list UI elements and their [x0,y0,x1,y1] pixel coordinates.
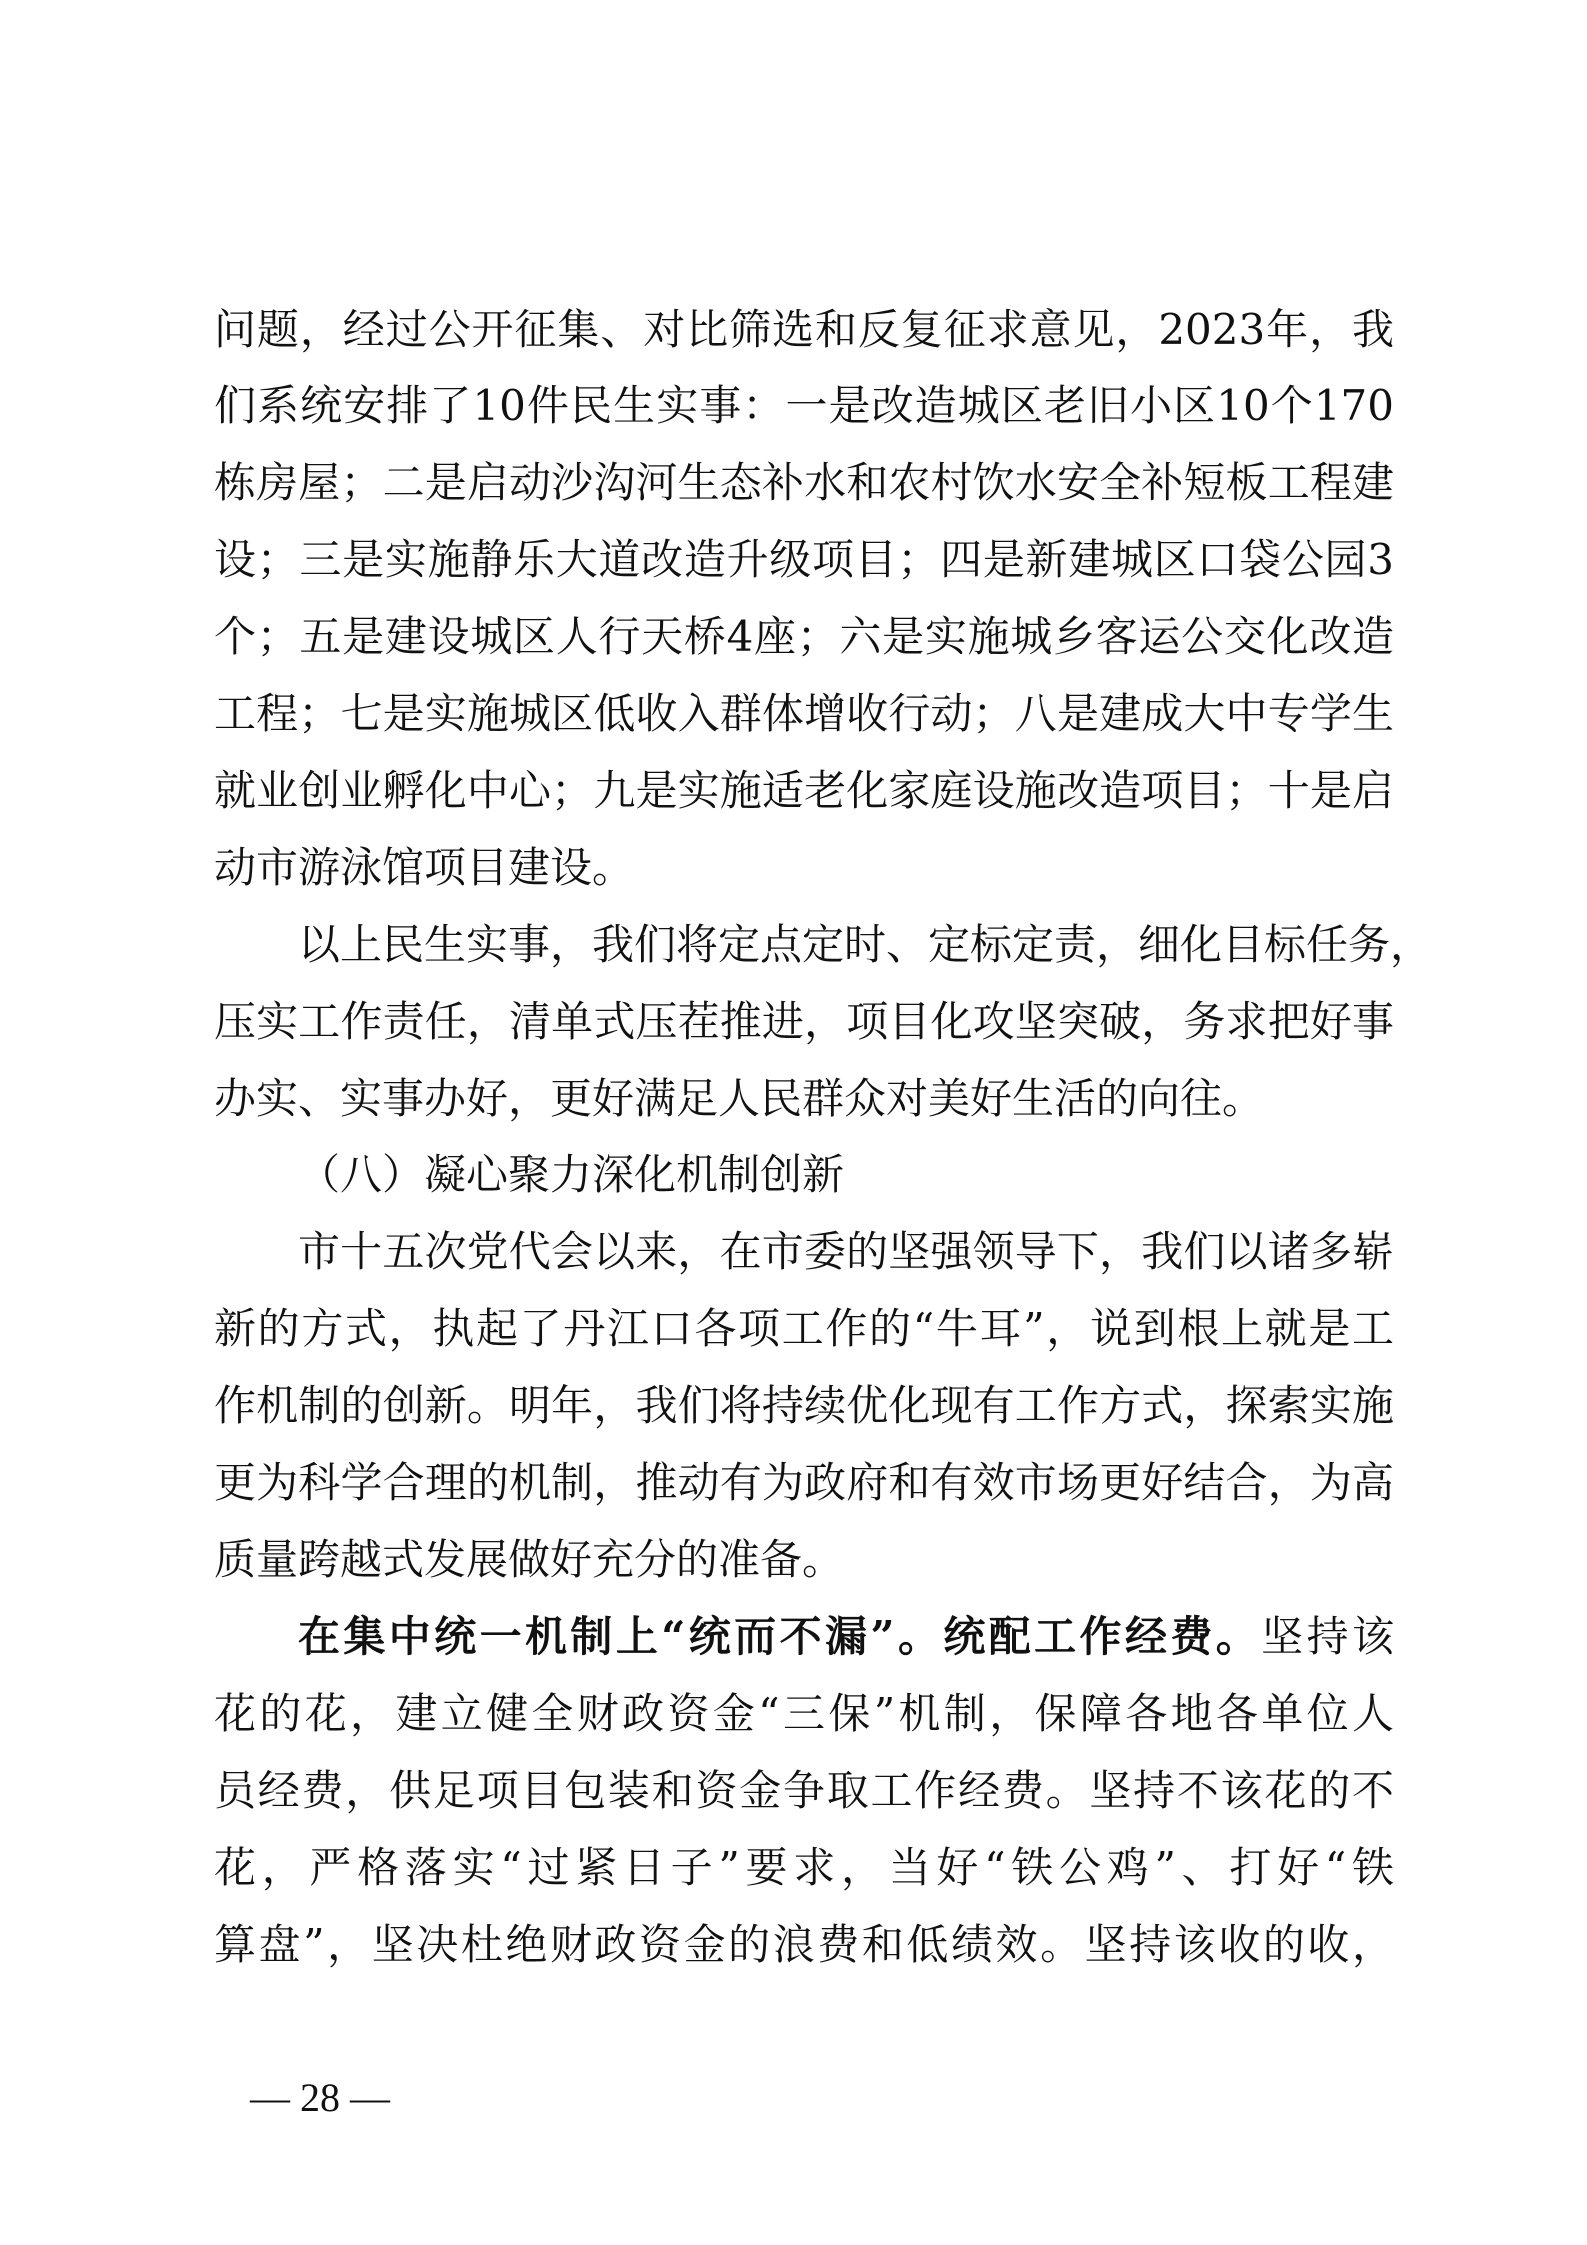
page-number: — 28 — [250,2075,390,2120]
body-line: 质量跨越式发展做好充分的准备。 [214,1535,845,1584]
body-line: 们系统安排了10件民生实事：一是改造城区老旧小区10个170 [214,381,1394,430]
body-line: 问题，经过公开征集、对比筛选和反复征求意见，2023年，我 [214,305,1394,354]
body-line: 新的方式，执起了丹江口各项工作的“牛耳”，说到根上就是工 [214,1304,1394,1353]
body-line: 个；五是建设城区人行天桥4座；六是实施城乡客运公交化改造 [214,612,1394,661]
bold-lead-text: 在集中统一机制上“统而不漏”。统配工作经费。 [298,1612,1262,1661]
body-line: 作机制的创新。明年，我们将持续优化现有工作方式，探索实施 [214,1381,1394,1430]
body-line: 花的花，建立健全财政资金“三保”机制，保障各地各单位人 [214,1689,1394,1738]
body-line-mixed [298,1607,1394,1667]
body-text: 坚持该 [1261,1612,1394,1661]
body-line: 动市游泳馆项目建设。 [214,843,635,892]
body-line: 市十五次党代会以来，在市委的坚强领导下，我们以诸多崭 [298,1227,1394,1276]
body-line: 工程；七是实施城区低收入群体增收行动；八是建成大中专学生 [214,689,1394,738]
section-heading: （八）凝心聚力深化机制创新 [298,1150,845,1199]
body-line: 办实、实事办好，更好满足人民群众对美好生活的向往。 [214,1074,1265,1123]
body-line: 设；三是实施静乐大道改造升级项目；四是新建城区口袋公园3 [214,535,1394,584]
body-line: 压实工作责任，清单式压茬推进，项目化攻坚突破，务求把好事 [214,997,1394,1046]
body-line: 花，严格落实“过紧日子”要求，当好“铁公鸡”、打好“铁 [214,1843,1394,1892]
body-line: 算盘”，坚决杜绝财政资金的浪费和低绩效。坚持该收的收， [214,1920,1394,1969]
body-line: 就业创业孵化中心；九是实施适老化家庭设施改造项目；十是启 [214,766,1394,815]
body-line: 更为科学合理的机制，推动有为政府和有效市场更好结合，为高 [214,1458,1394,1507]
body-line: 员经费，供足项目包装和资金争取工作经费。坚持不该花的不 [214,1766,1394,1815]
body-line: 以上民生实事，我们将定点定时、定标定责，细化目标任务， [298,920,1433,969]
body-line: 栋房屋；二是启动沙沟河生态补水和农村饮水安全补短板工程建 [214,458,1394,507]
